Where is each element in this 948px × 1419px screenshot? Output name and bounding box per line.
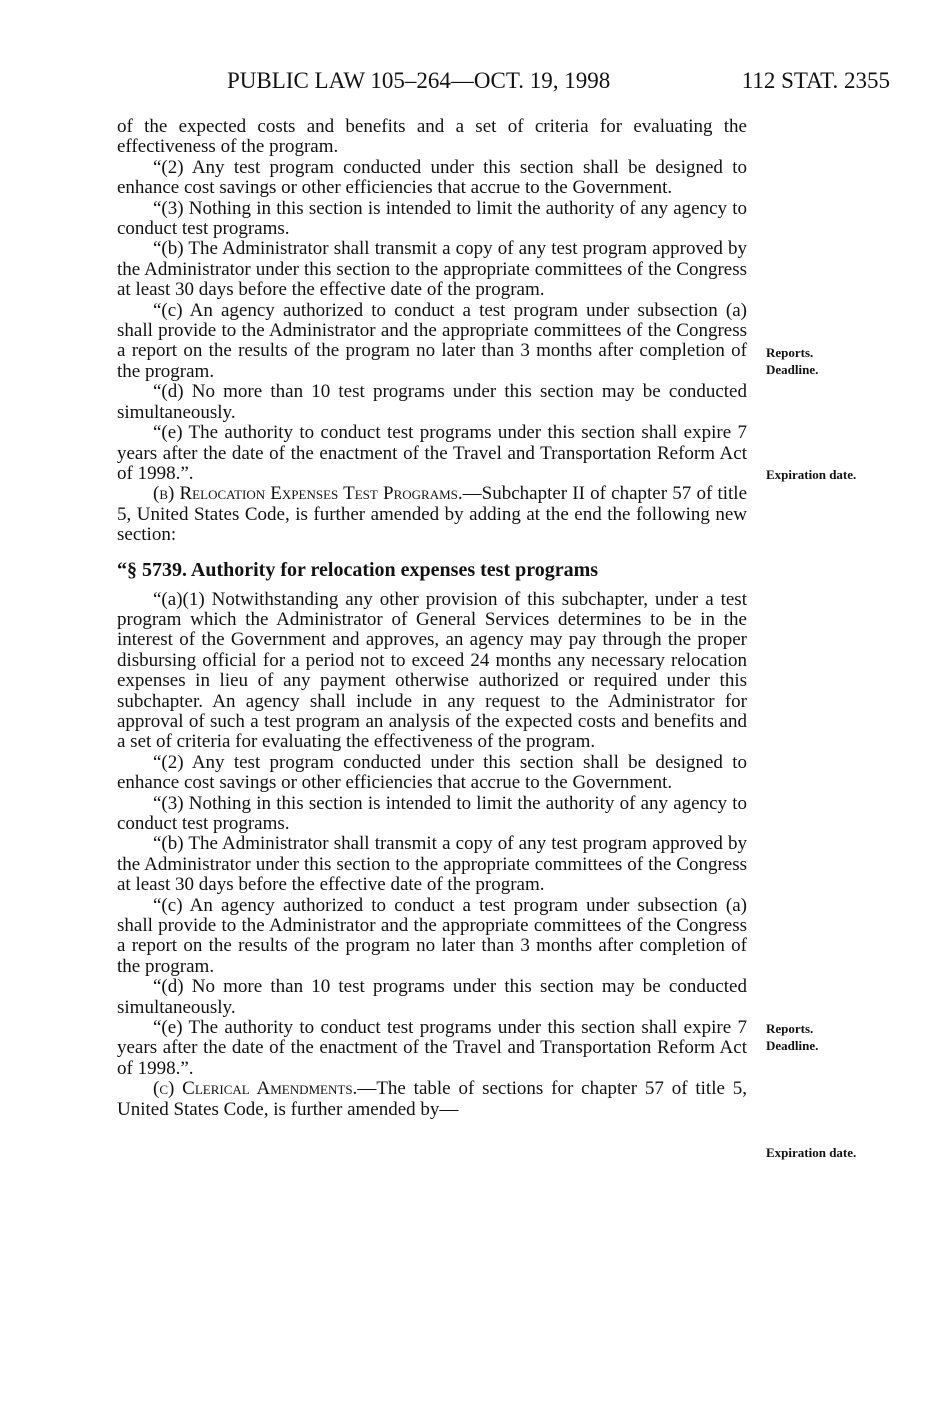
paragraph-relocation-expenses <box>117 484 747 545</box>
paragraph-a2: “(2) Any test program conducted under this section shall be designed to enhance cost savings or other efficiencies that accrue to the Government. <box>117 156 747 199</box>
margin-note-reports: Reports. <box>766 345 814 360</box>
paragraph-c: “(c) An agency authorized to conduct a test program under subsection (a) shall provide to the Administrator and the appropriate committees of the Congress a report on the results of the program no later than 3 months after completion of the program. <box>117 299 747 382</box>
caption-relocation-expenses: (b) Relocation Expenses Test Programs. <box>153 483 463 505</box>
running-header <box>227 66 890 96</box>
main-text <box>117 117 747 1120</box>
section-paragraph-a2: “(2) Any test program conducted under this section shall be designed to enhance cost savings or other efficiencies that accrue to the Government. <box>117 751 747 794</box>
paragraph-clerical-amendments <box>117 1079 747 1120</box>
header-stat-page: 112 STAT. 2355 <box>741 68 890 93</box>
section-paragraph-a1: “(a)(1) Notwithstanding any other provision of this subchapter, under a test program which the Administrator of General Services determines to be in the interest of the Government and approves, an agency may pay through the proper disbursing official for a period not to exceed 24 months any necessary relocation expenses in lieu of any payment otherwise authorized or required under this subchapter. An agency shall include in any request to the Administrator for approval of such a test program an analysis of the expected costs and benefits and a set of criteria for evaluating the effectiveness of the program. <box>117 588 747 753</box>
header-law-date: PUBLIC LAW 105–264—OCT. 19, 1998 <box>227 68 611 93</box>
section-paragraph-a3: “(3) Nothing in this section is intended to limit the authority of any agency to conduct test programs. <box>117 792 747 834</box>
paragraph-a3: “(3) Nothing in this section is intended to limit the authority of any agency to conduct test programs. <box>117 197 747 240</box>
paragraph-a1-continued: of the expected costs and benefits and a set of criteria for evaluating the effectiveness of the program. <box>117 116 747 158</box>
section-paragraph-e: “(e) The authority to conduct test programs under this section shall expire 7 years after the date of the enactment of the Travel and Transportation Reform Act of 1998.”. <box>117 1017 747 1079</box>
text-relocation-expenses: —Subchapter II of chapter 57 of title 5, United States Code, is further amended by adding at the end the following new section: <box>117 483 748 546</box>
section-paragraph-b: “(b) The Administrator shall transmit a copy of any test program approved by the Administrator under this section to the appropriate committees of the Congress at least 30 days before the effective date of the program. <box>117 833 747 896</box>
margin-note-expiration-date: Expiration date. <box>766 467 857 482</box>
text-clerical-amendments: —The table of sections for chapter 57 of title 5, United States Code, is further amended by— <box>117 1078 748 1120</box>
caption-clerical-amendments: (c) Clerical Amendments. <box>153 1078 358 1100</box>
section-paragraph-d: “(d) No more than 10 test programs under this section may be conducted simultaneously. <box>117 976 747 1018</box>
margin-note-reports: Reports. <box>766 1021 814 1036</box>
paragraph-b: “(b) The Administrator shall transmit a copy of any test program approved by the Administrator under this section to the appropriate committees of the Congress at least 30 days before the effective date of the program. <box>117 238 747 301</box>
section-paragraph-c: “(c) An agency authorized to conduct a test program under subsection (a) shall provide to the Administrator and the appropriate committees of the Congress a report on the results of the program no later than 3 months after completion of the program. <box>117 894 747 977</box>
section-heading: “§ 5739. Authority for relocation expenses test programs <box>117 558 599 581</box>
paragraph-d: “(d) No more than 10 test programs under this section may be conducted simultaneously. <box>117 381 747 423</box>
paragraph-e: “(e) The authority to conduct test programs under this section shall expire 7 years after the date of the enactment of the Travel and Transportation Reform Act of 1998.”. <box>117 422 747 484</box>
margin-note-deadline: Deadline. <box>766 1038 819 1053</box>
margin-note-deadline: Deadline. <box>766 362 819 377</box>
margin-note-expiration-date: Expiration date. <box>766 1145 857 1160</box>
